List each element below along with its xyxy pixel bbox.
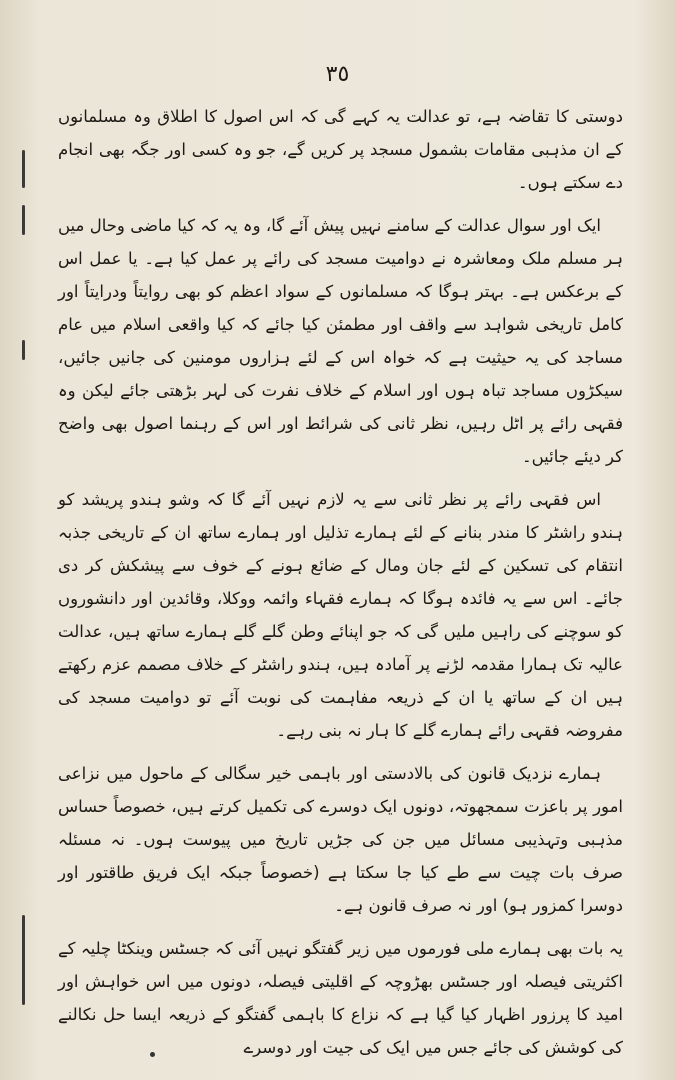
margin-pen-mark [22, 150, 25, 188]
page-number: ٣٥ [325, 62, 350, 87]
margin-pen-mark [22, 205, 25, 235]
paragraph-5: یہ بات بھی ہمارے ملی فورموں میں زیر گفتگو نہیں آئی کہ جسٹس وینکٹا چلیہ کے اکثریتی فیصلہ اور جسٹس بھڑوچہ کے اقلیتی فیصلہ، دونوں میں اس خواہش اور امید کا پرزور اظہار کیا گیا ہے کہ نزاع کا باہمی گفتگو کے ذریعہ ایسا حل نکالنے کی کوشش کی جائے جس میں ایک کی جیت اور دوسرے [58, 939, 623, 1057]
margin-pen-mark [22, 915, 25, 1005]
margin-pen-mark [22, 340, 25, 360]
paragraph-1: دوستی کا تقاضہ ہے، تو عدالت یہ کہے گی کہ اس اصول کا اطلاق وہ مسلمانوں کے ان مذہبی مقامات بشمول مسجد پر کریں گے، جو وہ کسی اور جگہ بھی انجام دے سکتے ہوں۔ [58, 107, 623, 192]
paragraph-4: ہمارے نزدیک قانون کی بالادستی اور باہمی خیر سگالی کے ماحول میں نزاعی امور پر باعزت سمجھوتہ، دونوں ایک دوسرے کی تکمیل کرتے ہیں، خصوصاً حساس مذہبی وتہذیبی مسائل میں جن کی جڑیں تاریخ میں پیوست ہوں۔ نہ مسئلہ صرف بات چیت سے طے کیا جا سکتا ہے (خصوصاً جبکہ ایک فریق طاقتور اور دوسرا کمزور ہو) اور نہ صرف قانون ہے۔ [58, 764, 623, 915]
ink-dot [150, 1052, 155, 1057]
paragraph-2: ایک اور سوال عدالت کے سامنے نہیں پیش آئے گا، وہ یہ کہ کیا ماضی وحال میں ہر مسلم ملک ومعاشرہ نے دوامیت مسجد کی رائے پر عمل کیا ہے۔ یا عمل اس کے برعکس ہے۔ بہتر ہوگا کہ مسلمانوں کے سواد اعظم کو بھی روایتاً ودرایتاً اور کامل تاریخی شواہد سے واقف اور مطمئن کیا جائے کہ کیا واقعی اسلام میں عام مساجد کی یہ حیثیت ہے کہ خواہ اس کے لئے ہزاروں مومنین کی جانیں جائیں، سیکڑوں مساجد تباہ ہوں اور اسلام کے خلاف نفرت کی لہر بڑھتی جائے لیکن وہ فقہی رائے پر اٹل رہیں، نظر ثانی کی شرائط اور اس کے رہنما اصول بھی واضح کر دیئے جائیں۔ [58, 216, 623, 466]
paragraph-3: اس فقہی رائے پر نظر ثانی سے یہ لازم نہیں آئے گا کہ وشو ہندو پریشد کو ہندو راشٹر کا مندر بنانے کے لئے ہمارے تذلیل اور ہمارے ساتھ ان کے تاریخی جذبہ انتقام کی تسکین کے لئے جان ومال کے ضائع ہونے کے خوف سے پیشکش کر دی جائے۔ اس سے یہ فائدہ ہوگا کہ ہمارے فقہاء وائمہ ووکلا، وقائدین اور دانشوروں کو سوچنے کی راہیں ملیں گی کہ جو اپنائے وطن گلے گلے ہمارے ساتھ ہیں، عدالت عالیہ تک ہمارا مقدمہ لڑنے پر آمادہ ہیں، ہندو راشٹر کے خلاف مصمم عزم رکھتے ہیں ان کے ساتھ یا ان کے ذریعہ مفاہمت کی نوبت آئے تو دوامیت مسجد کی مفروضہ فقہی رائے ہمارے گلے کا ہار نہ بنی رہے۔ [58, 490, 623, 740]
body-text [58, 100, 623, 1074]
